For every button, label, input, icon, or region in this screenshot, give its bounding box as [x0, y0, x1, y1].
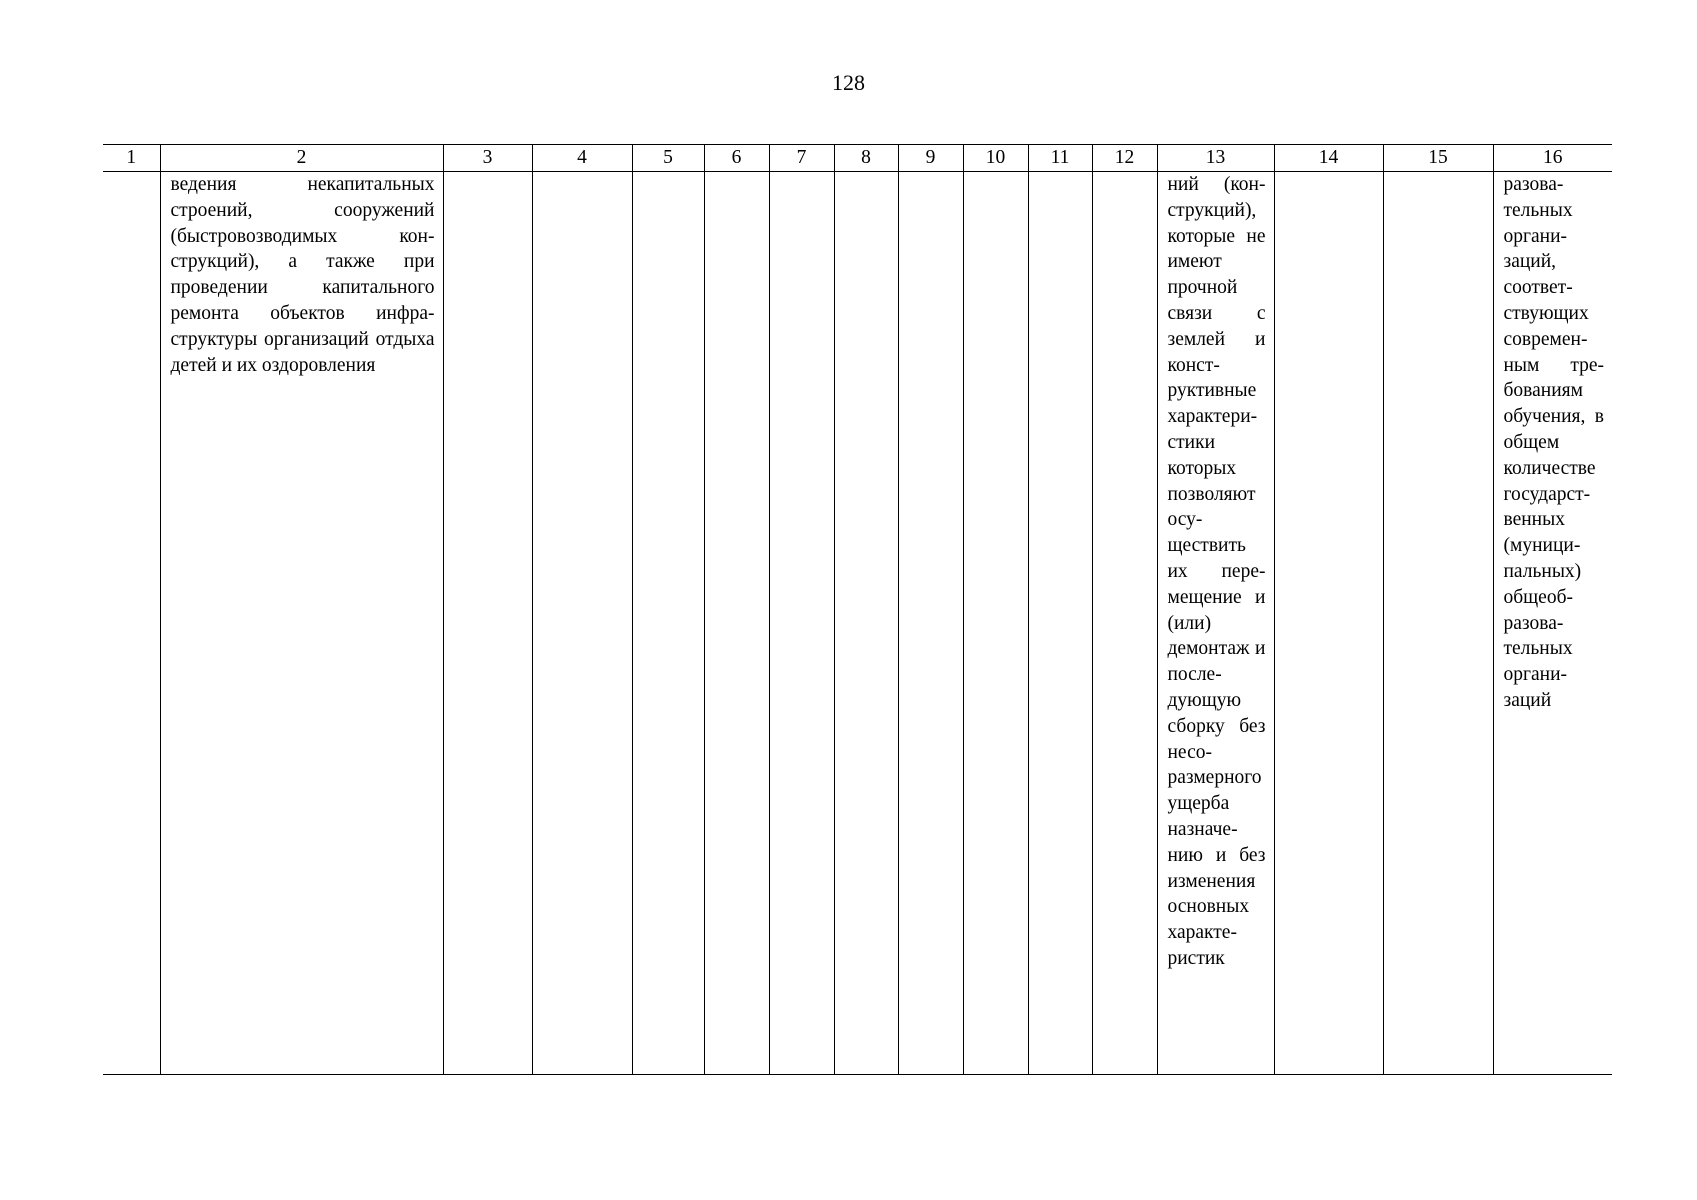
cell-col-10: [963, 172, 1028, 1075]
cell-col-16: [1493, 172, 1612, 1075]
cell-col-7: [769, 172, 834, 1075]
column-header-11: 11: [1028, 145, 1092, 172]
cell-col-14: [1274, 172, 1383, 1075]
cell-col-2-text: ведения некапитальных строений, сооружений (быстровозводимых конструкций), а также при проведении капитального ремонта объектов инфраструктуры организаций отдыха детей и их оздоровления: [170, 174, 435, 376]
document-table: [103, 144, 1612, 1075]
cell-col-3: [443, 172, 532, 1075]
column-header-4: 4: [532, 145, 632, 172]
cell-col-5: [632, 172, 704, 1075]
cell-col-13: [1157, 172, 1274, 1075]
cell-col-11: [1028, 172, 1092, 1075]
page-number: 128: [832, 70, 865, 95]
column-header-15: 15: [1383, 145, 1493, 172]
column-header-13: 13: [1157, 145, 1274, 172]
column-header-6: 6: [704, 145, 769, 172]
column-header-1: 1: [103, 145, 160, 172]
column-header-9: 9: [898, 145, 963, 172]
cell-col-15: [1383, 172, 1493, 1075]
cell-col-13-text: ний (конструкций), которые не имеют прочной связи с землей и конструктивные характеристики которых позволяют осуществить их перемещение и (или) демонтаж и последующую сборку без несоразмерного ущерба назначению и без изменения основных характеристик: [1167, 174, 1266, 969]
column-header-12: 12: [1092, 145, 1157, 172]
table-row: [103, 172, 1612, 1075]
cell-col-4: [532, 172, 632, 1075]
column-header-5: 5: [632, 145, 704, 172]
column-header-16: 16: [1493, 145, 1612, 172]
cell-col-2: [160, 172, 443, 1075]
cell-col-9: [898, 172, 963, 1075]
column-header-2: 2: [160, 145, 443, 172]
column-header-8: 8: [834, 145, 898, 172]
column-header-10: 10: [963, 145, 1028, 172]
cell-col-6: [704, 172, 769, 1075]
cell-col-8: [834, 172, 898, 1075]
cell-col-16-text: разовательных организаций, соответствующих современным требованиям обучения, в общем количестве государственных (муниципальных) общеобразовательных организаций: [1503, 174, 1604, 711]
column-header-3: 3: [443, 145, 532, 172]
column-header-7: 7: [769, 145, 834, 172]
header-row: [103, 145, 1612, 172]
cell-col-1: [103, 172, 160, 1075]
column-header-14: 14: [1274, 145, 1383, 172]
cell-col-12: [1092, 172, 1157, 1075]
